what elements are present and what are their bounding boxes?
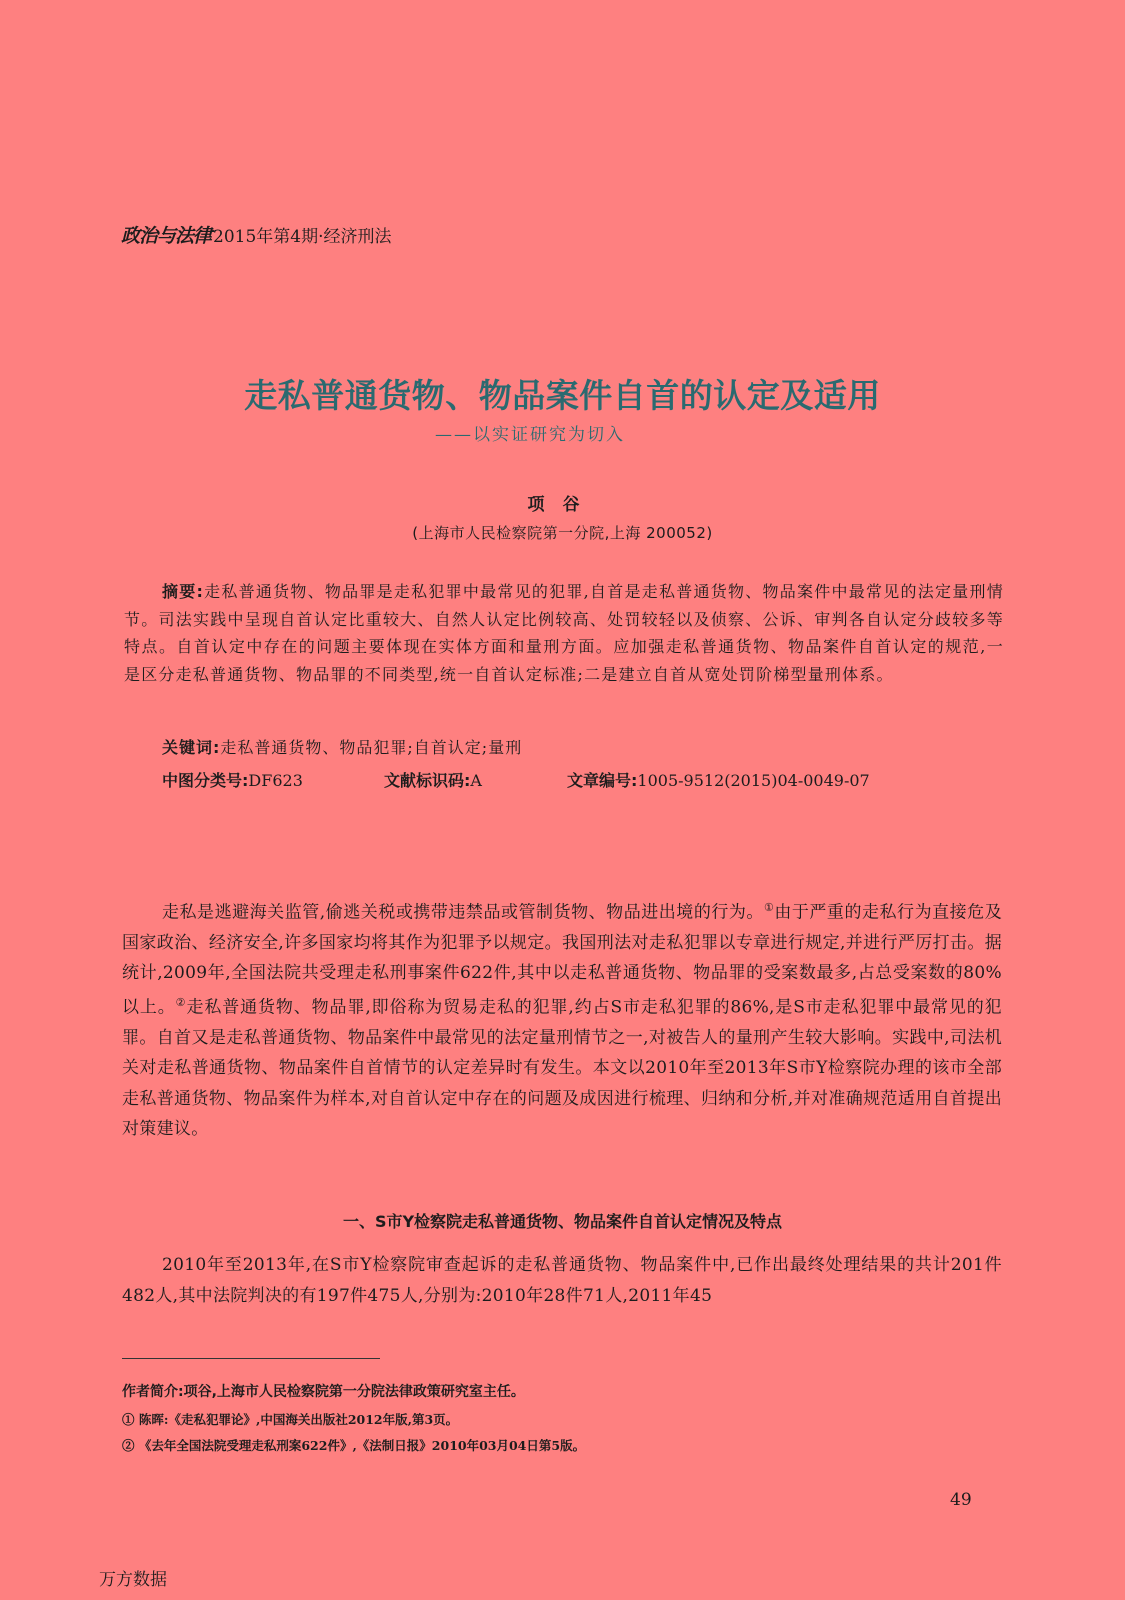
issue-label: 2015年第4期·经济刑法 — [213, 227, 392, 247]
clc-code — [162, 768, 303, 791]
page-number: 49 — [950, 1490, 972, 1510]
doc-value: A — [470, 771, 482, 790]
body-text: 由于严重的走私行为直接危及国家政治、经济安全,许多国家均将其作为犯罪予以规定。我国刑法对走私犯罪以专章进行规定,并进行严厉打击。据统计,2009年,全国法院共受理走私刑事案件622件,其中以走私普通货物、物品罪的受案数最多,占总受案数的80%以上。 — [122, 902, 1002, 1018]
article-number — [567, 768, 870, 791]
abstract-label: 摘要: — [162, 582, 205, 601]
abstract-text: 走私普通货物、物品罪是走私犯罪中最常见的犯罪,自首是走私普通货物、物品案件中最常见的法定量刑情节。司法实践中呈现自首认定比重较大、自然人认定比例较高、处罚较轻以及侦察、公诉、审判各自认定分歧较多等特点。自首认定中存在的问题主要体现在实体方面和量刑方面。应加强走私普通货物、物品案件自首认定的规范,一是区分走私普通货物、物品罪的不同类型,统一自首认定标准;二是建立自首从宽处罚阶梯型量刑体系。 — [124, 582, 1004, 684]
footnote: ② 《去年全国法院受理走私刑案622件》,《法制日报》2010年03月04日第5版。 — [122, 1438, 586, 1453]
abstract — [124, 578, 1004, 688]
journal-logo: 政治与法律 — [121, 225, 212, 247]
author-note: 作者简介:项谷,上海市人民检察院第一分院法律政策研究室主任。 — [122, 1384, 525, 1400]
doc-label: 文献标识码: — [384, 771, 471, 790]
author-name: 项谷 — [527, 495, 598, 515]
footnote-ref: ② — [175, 996, 187, 1010]
watermark: 万方数据 — [99, 1570, 167, 1590]
keywords — [162, 735, 522, 758]
footnote-divider — [122, 1358, 380, 1359]
body-text: 走私是逃避海关监管,偷逃关税或携带违禁品或管制货物、物品进出境的行为。 — [162, 902, 764, 923]
clc-value: DF623 — [248, 771, 303, 790]
article-subtitle: ——以实证研究为切入 — [435, 425, 625, 445]
body-text: 走私普通货物、物品罪,即俗称为贸易走私的犯罪,约占S市走私犯罪的86%,是S市走私犯罪中最常见的犯罪。自首又是走私普通货物、物品案件中最常见的法定量刑情节之一,对被告人的量刑产生较大影响。实践中,司法机关对走私普通货物、物品案件自首情节的认定差异时有发生。本文以2010年至2013年S市Y检察院办理的该市全部走私普通货物、物品案件为样本,对自首认定中存在的问题及成因进行梳理、归纳和分析,并对准确规范适用自首提出对策建议。 — [122, 997, 1002, 1139]
footnote: ① 陈晖:《走私犯罪论》,中国海关出版社2012年版,第3页。 — [122, 1412, 459, 1427]
article-title: 走私普通货物、物品案件自首的认定及适用 — [244, 376, 881, 415]
document-code — [384, 768, 482, 791]
running-header — [121, 221, 392, 248]
section-heading: 一、S市Y检察院走私普通货物、物品案件自首认定情况及特点 — [342, 1212, 783, 1231]
body-paragraph — [122, 893, 1002, 1144]
keywords-text: 走私普通货物、物品犯罪;自首认定;量刑 — [220, 738, 523, 757]
article-value: 1005-9512(2015)04-0049-07 — [637, 771, 870, 790]
clc-label: 中图分类号: — [162, 771, 249, 790]
keywords-label: 关键词: — [162, 738, 221, 757]
footnote-ref: ① — [763, 901, 775, 914]
article-label: 文章编号: — [567, 771, 638, 790]
author-affiliation: (上海市人民检察院第一分院,上海 200052) — [412, 524, 713, 542]
body-paragraph: 2010年至2013年,在S市Y检察院审查起诉的走私普通货物、物品案件中,已作出最终处理结果的共计201件482人,其中法院判决的有197件475人,分别为:2010年28件71人,2011年45 — [122, 1255, 1002, 1306]
